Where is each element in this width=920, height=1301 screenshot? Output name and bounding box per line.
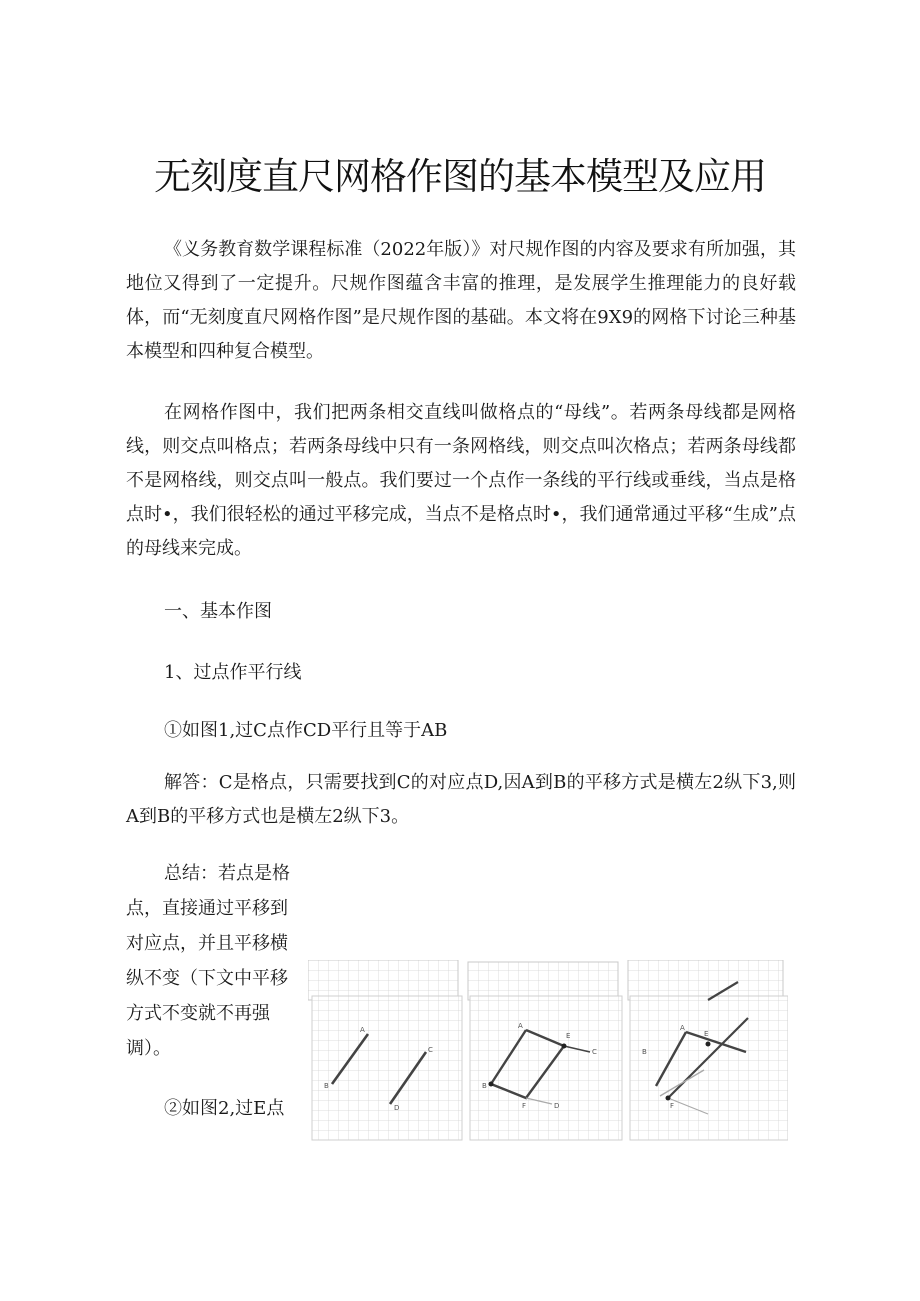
definitions-paragraph: 在网格作图中，我们把两条相交直线叫做格点的“母线”。若两条母线都是网格线，则交点叫格点；若两条母线中只有一条网格线，则交点叫次格点；若两条母线都不是网格线，则交点叫一般点。我们要过一个点作一条线的平行线或垂线，当点是格点时•，我们很轻松的通过平移完成，当点不是格点时•，我们通常通过平移“生成”点的母线来完成。 — [126, 402, 796, 559]
label-fig3-a: A — [680, 1024, 685, 1032]
label-fig2-d: D — [554, 1102, 560, 1110]
label-fig1-d: D — [394, 1104, 400, 1112]
point-f-fig3 — [666, 1096, 671, 1101]
grid-panel-back-3 — [628, 960, 783, 1000]
point-e-fig3 — [706, 1042, 711, 1047]
label-fig2-e: E — [566, 1032, 571, 1040]
label-fig1-b: B — [324, 1082, 329, 1090]
page-title: 无刻度直尺网格作图的基本模型及应用 — [154, 155, 766, 198]
grid-panel-back-2 — [468, 962, 618, 1000]
label-fig3-b: B — [642, 1048, 647, 1056]
label-fig2-a: A — [518, 1022, 523, 1030]
figure-strip — [308, 960, 788, 1144]
label-fig3-f: F — [670, 1102, 675, 1110]
example-2-statement: ②如图2,过E点 — [164, 1098, 285, 1119]
example-1-answer: 解答：C是格点，只需要找到C的对应点D,因A到B的平移方式是横左2纵下3,则A到B的平移方式也是横左2纵下3。 — [126, 772, 796, 827]
label-fig2-c: C — [592, 1048, 597, 1056]
grid-panel-figure-1 — [312, 996, 462, 1140]
example-1-statement: ①如图1,过C点作CD平行且等于AB — [164, 720, 448, 741]
section-heading-basic: 一、基本作图 — [164, 601, 272, 622]
intro-paragraph: 《义务教育数学课程标准（2022年版）》对尺规作图的内容及要求有所加强，其地位又得到了一定提升。尺规作图蕴含丰富的推理，是发展学生推理能力的良好载体，而“无刻度直尺网格作图”是尺规作图的基础。本文将在9X9的网格下讨论三种基本模型和四种复合模型。 — [126, 239, 796, 362]
point-e — [562, 1044, 567, 1049]
label-fig2-b: B — [482, 1082, 487, 1090]
summary-text: 总结：若点是格点，直接通过平移到对应点，并且平移横纵不变（下文中平移方式不变就不再强调）。 — [126, 863, 290, 1059]
grid-panel-back-1 — [308, 960, 458, 1000]
point-b — [489, 1082, 494, 1087]
label-fig3-e: E — [704, 1030, 709, 1038]
grid-panel-figure-2 — [470, 996, 622, 1140]
label-fig1-a: A — [360, 1026, 365, 1034]
label-fig2-f: F — [522, 1102, 527, 1110]
grid-figures — [308, 960, 788, 1144]
grid-panel-figure-3 — [630, 996, 788, 1140]
label-fig1-c: C — [428, 1046, 433, 1054]
subsection-heading-parallel: 1、过点作平行线 — [164, 662, 302, 683]
